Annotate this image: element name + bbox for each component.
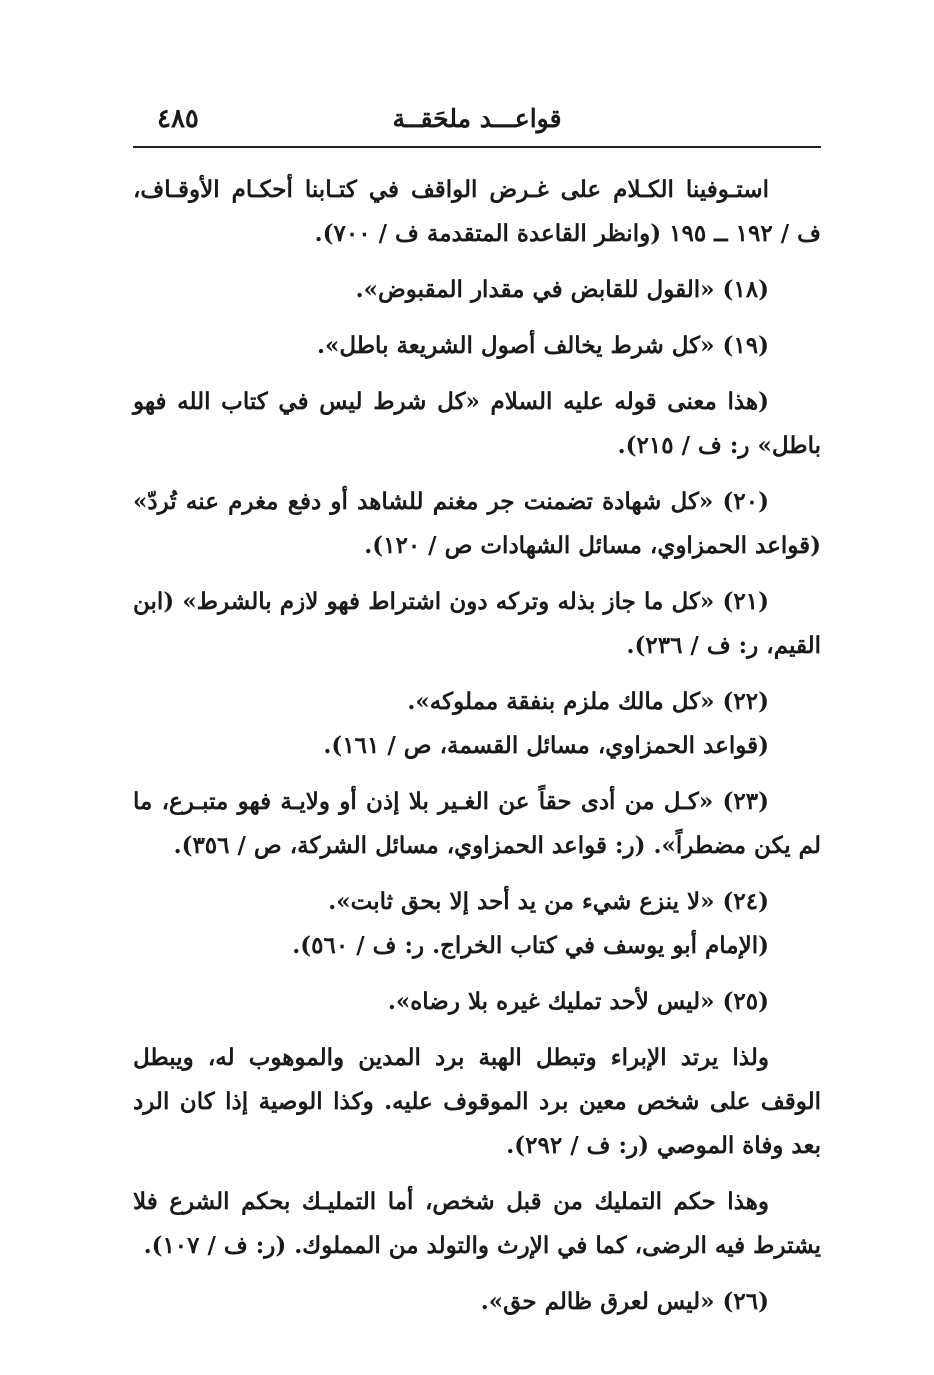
rule-21: (٢١) «كل ما جاز بذله وتركه دون اشتراط فهو لازم بالشرط» (ابن القيم، ر: ف / ٢٣٦). (133, 588, 821, 659)
rule-24-source: (الإمام أبو يوسف في كتاب الخراج. ر: ف / ٥٦٠). (292, 932, 769, 959)
rule-24: (٢٤) «لا ينزع شيء من يد أحد إلا بحق ثابت». (328, 888, 769, 915)
paragraph: استـوفينا الكـلام على غـرض الواقف في كتـابنا أحكـام الأوقـاف، ف / ١٩٢ ــ ١٩٥ (وانظر القاعدة المتقدمة ف / ٧٠٠). (133, 176, 821, 247)
rule-26: (٢٦) «ليس لعرق ظالم حق». (480, 1288, 769, 1315)
page-number: ٤٨٥ (157, 104, 199, 134)
running-title: قواعـــد ملحَقــة (392, 104, 562, 133)
rule-25: (٢٥) «ليس لأحد تمليك غيره بلا رضاه». (387, 988, 769, 1015)
rule-25-explanation: ولذا يرتد الإبراء وتبطل الهبة برد المدين والموهوب له، ويبطل الوقف على شخص معين برد الموقوف عليه. وكذا الوصية إذا كان الرد بعد وفاة الموصي (ر: ف / ٢٩٢). (133, 1044, 821, 1159)
page-header (133, 104, 821, 144)
rule-18: (١٨) «القول للقابض في مقدار المقبوض». (355, 276, 769, 303)
rule-23: (٢٣) «كـل من أدى حقاً عن الغـير بلا إذن أو ولايـة فهو متبـرع، ما لم يكن مضطراً». (ر: قواعد الحمزاوي، مسائل الشركة، ص / ٣٥٦). (133, 788, 821, 859)
page-body (133, 168, 821, 1336)
rule-19: (١٩) «كل شرط يخالف أصول الشريعة باطل». (316, 332, 769, 359)
rule-22-source: (قواعد الحمزاوي، مسائل القسمة، ص / ١٦١). (323, 732, 769, 759)
header-divider (133, 146, 821, 148)
rule-20: (٢٠) «كل شهادة تضمنت جر مغنم للشاهد أو دفع مغرم عنه تُردّ» (قواعد الحمزاوي، مسائل الشهادات ص / ١٢٠). (133, 488, 821, 559)
rule-19-note: (هذا معنى قوله عليه السلام «كل شرط ليس في كتاب الله فهو باطل» ر: ف / ٢١٥). (133, 388, 821, 459)
rule-25-note: وهذا حكم التمليك من قبل شخص، أما التمليـك بحكم الشرع فلا يشترط فيه الرضى، كما في الإرث والتولد من المملوك. (ر: ف / ١٠٧). (133, 1188, 821, 1259)
rule-22: (٢٢) «كل مالك ملزم بنفقة مملوكه». (407, 688, 769, 715)
